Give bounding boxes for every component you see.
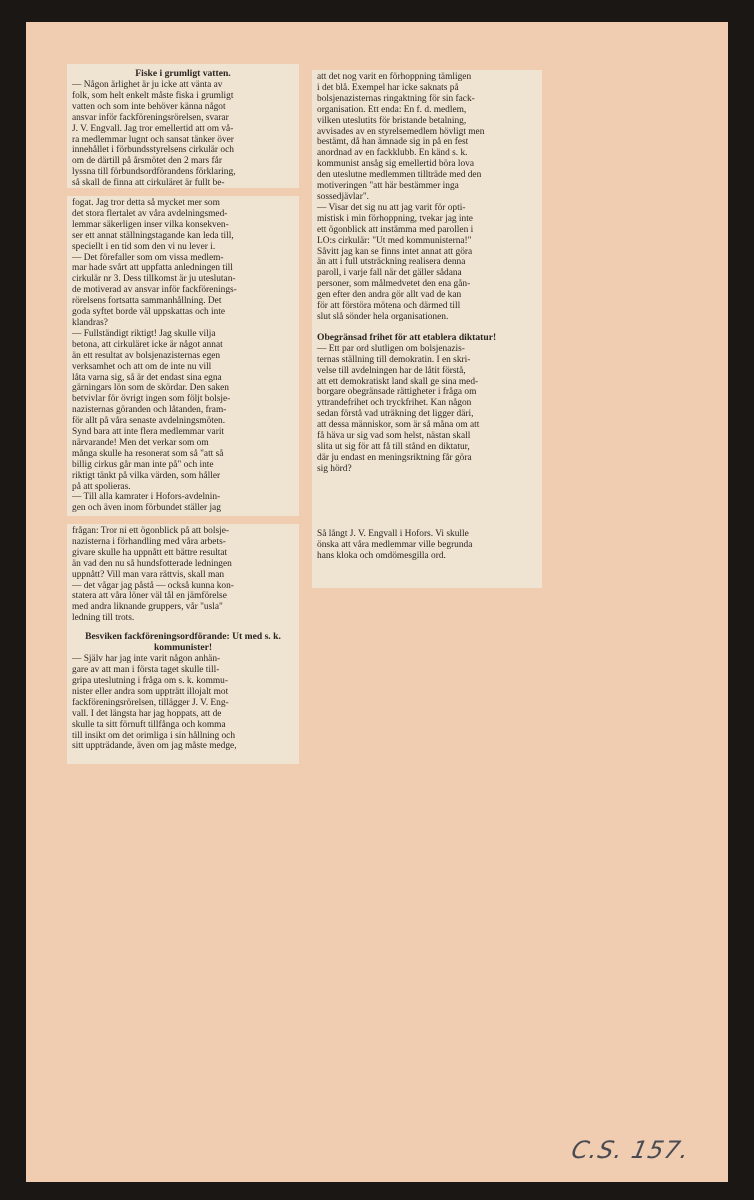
text-line: nister eller andra som uppträtt illojalt mot: [72, 686, 229, 697]
text-line: — Fullständigt riktigt! Jag skulle vilja: [72, 328, 216, 339]
clipping-heading: Fiske i grumligt vatten.: [135, 68, 231, 79]
text-line: nazisterna i förhandling med våra arbets-: [72, 536, 226, 547]
text-line: ra medlemmar lugnt och sansat tänker över: [72, 134, 234, 145]
text-line: sedan förstå vad uträkning det ligger däri,: [317, 409, 474, 420]
clipping-subheading: Obegränsad frihet för att etablera diktatur!: [317, 331, 497, 343]
text-line: om de därtill på årsmötet den 2 mars får: [72, 156, 222, 167]
text-line: ansvar inför fackföreningsrörelsen, svarar: [72, 112, 229, 123]
text-line: yttrandefrihet och tryckfrihet. Kan någon: [317, 398, 472, 409]
text-line: avvisades av en styrelsemedlem hövligt men: [317, 126, 485, 137]
text-line: slita ut sig för att få till stånd en diktatur,: [317, 442, 470, 452]
text-line: — Ett par ord slutligen om bolsjenazis-: [317, 343, 465, 354]
text-line: vatten och som inte behöver känna något: [72, 101, 226, 112]
clipping-subheading: Besviken fackföreningsordförande: Ut med s. k. kommunister!: [85, 631, 281, 654]
text-line: statera att våra löner väl tål en jämförelse: [72, 591, 227, 602]
text-line: gärningars lön som de skördar. Den saken: [72, 383, 229, 394]
text-line: paroll, i varje fall när det gäller sådana: [317, 268, 462, 279]
text-line: skulle ta sitt förnuft tillfånga och komma: [72, 719, 226, 730]
text-line: önska att våra medlemmar ville begrunda: [317, 539, 473, 550]
archive-handwritten-note: C.S. 157.: [569, 1136, 693, 1164]
clipping-besviken-ordforande: [67, 524, 299, 764]
text-line: borgare obegränsade rättigheter i fråga om: [317, 387, 477, 398]
text-line: LO:s cirkulär: "Ut med kommunisterna!": [317, 235, 472, 246]
text-line: bestämt, då han ämnade sig in på en fest: [317, 137, 469, 148]
text-line: än ett resultat av bolsjenazisternas egen: [72, 350, 221, 361]
text-line: där ju endast en meningsriktning får göra: [317, 452, 472, 463]
text-line: hans kloka och omdömesgilla ord.: [317, 550, 446, 561]
text-line: de motiverad av ansvar inför fackförenings-: [72, 285, 237, 296]
text-line: motiveringen "att här bestämmer inga: [317, 181, 459, 192]
text-line: mar hade svårt att uppfatta anledningen till: [72, 263, 233, 274]
text-line: riktigt tänkt på vilka värden, som håller: [72, 470, 221, 481]
text-line: velse till avdelningen har de låtit förstå,: [317, 365, 466, 376]
clipping-body: [72, 654, 294, 752]
text-line: i det blå. Exempel har icke saknats på: [317, 82, 459, 93]
text-line: ternas ställning till demokratin. I en skri-: [317, 354, 471, 365]
text-line: den uteslutne medlemmen tillträde med den: [317, 170, 482, 181]
text-line: goda syftet borde väl uppskattas och inte: [72, 307, 226, 318]
text-line: vall. I det längsta har jag hoppats, att de: [72, 708, 222, 719]
text-line: få häva ur sig vad som helst, nästan skall: [317, 431, 471, 442]
text-line: klandras?: [72, 317, 108, 328]
text-line: att det nog varit en förhoppning tämligen: [317, 72, 472, 82]
text-line: sitt uppträdande, även om jag måste medge,: [72, 741, 237, 752]
text-line: vilken uteslutits för bristande betalning,: [317, 115, 467, 126]
text-line: organisation. Ett enda: En f. d. medlem,: [317, 104, 467, 115]
text-line: än att i full utsträckning realisera denna: [317, 257, 466, 268]
text-line: folk, som helt enkelt måste fiska i grumligt: [72, 90, 234, 101]
text-line: gen efter den andra gör allt vad de kan: [317, 290, 462, 301]
text-line: med andra liknande gruppers, vår "usla": [72, 602, 223, 613]
clipping-closing: [317, 529, 537, 562]
clipping-fiske-i-grumligt-vatten: [67, 64, 299, 188]
text-line: — Till alla kamrater i Hofors-avdelnin-: [72, 492, 221, 503]
clipping-body: [317, 344, 537, 475]
clipping-body: [72, 526, 294, 624]
text-line: till insikt om det orimliga i sin hållning och: [72, 730, 236, 741]
text-line: ser ett annat ställningstagande kan leda till,: [72, 230, 234, 241]
text-line: för allt på våra senaste avdelningsmöten.: [72, 416, 226, 427]
text-line: närvarande! Men det verkar som om: [72, 437, 209, 448]
text-line: slut slå sönder hela organisationen.: [317, 311, 449, 322]
text-line: det stora flertalet av våra avdelningsmed-: [72, 208, 228, 219]
text-line: Synd bara att inte flera medlemmar varit: [72, 427, 225, 438]
text-line: betvivlar för övrigt ingen som följt bolsje-: [72, 394, 231, 405]
text-line: gen och även inom förbundet ställer jag: [72, 503, 221, 514]
text-line: verksamhet och att om de inte nu vill: [72, 361, 212, 372]
text-line: personer, som målmedvetet den ena gån-: [317, 279, 471, 290]
text-line: — Det förefaller som om vissa medlem-: [72, 252, 224, 263]
text-line: mistisk i min förhoppning, tvekar jag inte: [317, 213, 473, 224]
text-line: cirkulär nr 3. Dess tillkomst är ju uteslutan-: [72, 274, 236, 285]
text-line: fackföreningsrörelsen, tillägger J. V. Eng-: [72, 697, 229, 708]
clipping-continuation: [67, 196, 299, 516]
text-line: ett ögonblick att instämma med parollen i: [317, 224, 474, 235]
text-line: billig cirkus går man inte på" och inte: [72, 459, 214, 470]
text-line: sig hörd?: [317, 463, 352, 474]
text-line: än vad den nu så hundsfotterade ledningen: [72, 558, 232, 569]
text-line: ledning till trots.: [72, 613, 135, 624]
text-line: givare skulle ha uppnått ett bättre resultat: [72, 547, 228, 558]
text-line: sossedjävlar".: [317, 191, 369, 202]
text-line: innehållet i förbundsstyrelsens cirkulär och: [72, 145, 234, 156]
text-line: Så långt J. V. Engvall i Hofors. Vi skulle: [317, 528, 469, 539]
clipping-body: [317, 72, 537, 323]
clipping-body: [72, 80, 294, 189]
text-line: uppnått? Vill man vara rättvis, skall man: [72, 569, 225, 580]
text-line: bolsjenazisternas ringaktning för sin fack-: [317, 93, 475, 104]
text-line: på att spolieras.: [72, 481, 131, 492]
text-line: rörelsens fortsatta sammanhållning. Det: [72, 296, 222, 307]
text-line: fogat. Jag tror detta så mycket mer som: [72, 198, 220, 208]
clipping-right-column: [312, 70, 542, 588]
text-line: så skall de finna att cirkuläret är fullt be-: [72, 178, 225, 189]
text-line: kommunist ansåg sig emellertid böra lova: [317, 159, 474, 170]
text-line: gare av att man i första taget skulle till-: [72, 665, 220, 676]
text-line: att dessa människor, som är så måna om att: [317, 420, 480, 431]
text-line: låta varna sig, så är det endast sina egna: [72, 372, 222, 383]
text-line: betona, att cirkuläret icke är något annat: [72, 339, 223, 350]
text-line: att ett demokratiskt land skall ge sina med-: [317, 376, 479, 387]
text-line: många skulle ha resonerat som så "att så: [72, 448, 224, 459]
text-line: anordnad av en fackklubb. En känd s. k.: [317, 148, 468, 159]
text-line: nazisternas göranden och låtanden, fram-: [72, 405, 227, 416]
text-line: — det vågar jag påstå — också kunna kon-: [72, 580, 234, 591]
text-line: — Någon ärlighet är ju icke att vänta av: [72, 80, 223, 90]
text-line: för att förstöra mötena och därmed till: [317, 301, 461, 312]
text-line: frågan: Tror ni ett ögonblick på att bolsje-: [72, 526, 230, 536]
text-line: — Själv har jag inte varit någon anhän-: [72, 654, 221, 665]
text-line: J. V. Engvall. Jag tror emellertid att om vå-: [72, 123, 234, 134]
clipping-body: [72, 198, 294, 514]
text-line: speciellt i en tid som den vi nu lever i.: [72, 241, 216, 252]
text-line: lemmar säkerligen inser vilka konsekven-: [72, 219, 229, 230]
text-line: Såvitt jag kan se finns intet annat att göra: [317, 246, 473, 257]
text-line: gripa uteslutning i fråga om s. k. kommu-: [72, 675, 228, 686]
text-line: lyssna till förbundsordförandens förklaring,: [72, 167, 236, 178]
text-line: — Visar det sig nu att jag varit för opti-: [317, 202, 466, 213]
